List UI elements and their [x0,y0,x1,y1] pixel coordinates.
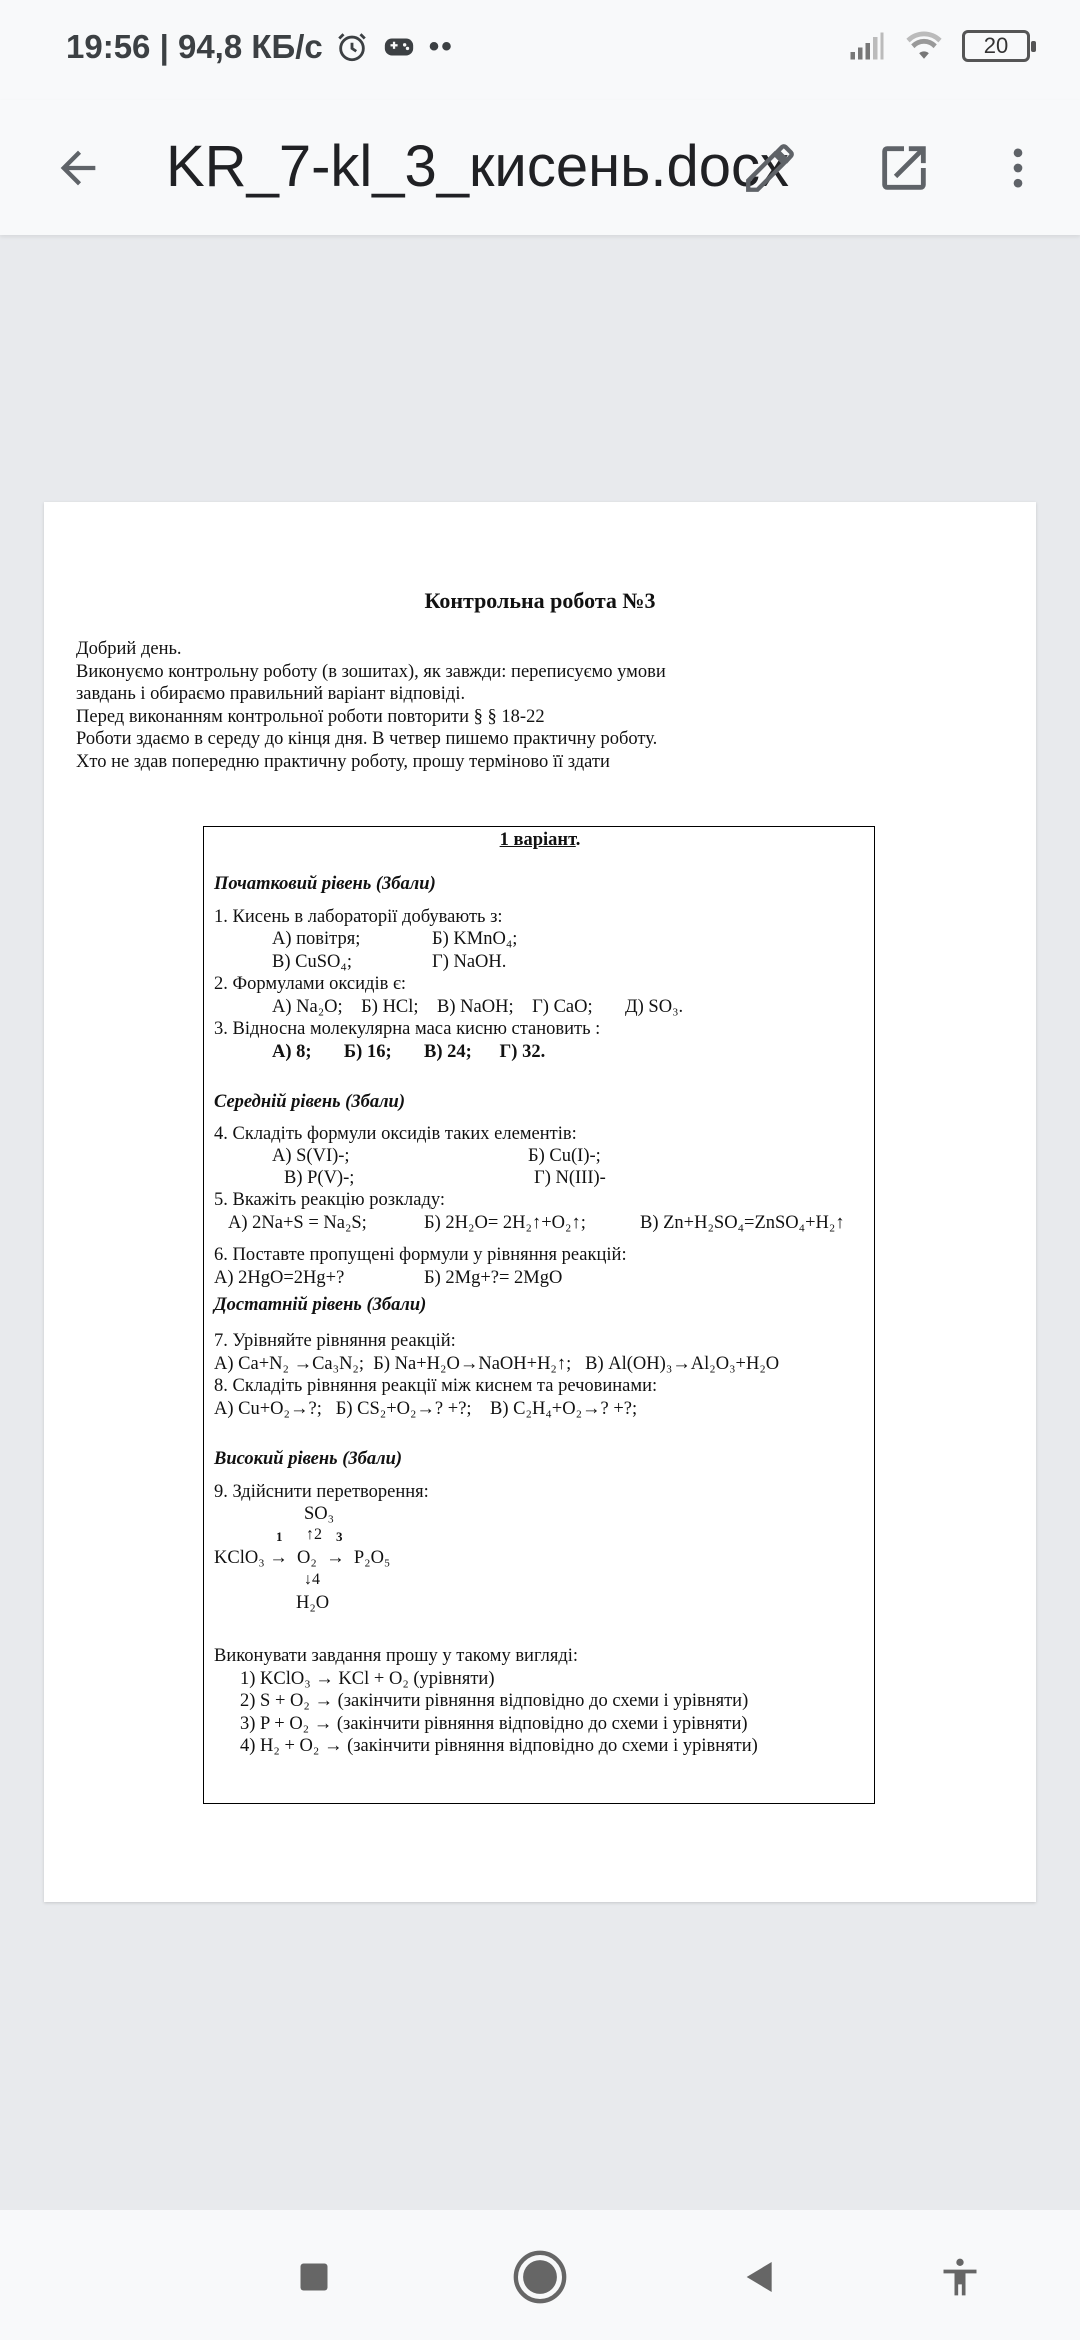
status-left [66,28,454,66]
intro-line: Хто не здав попередню практичну роботу, прошу терміново її здати [76,751,610,772]
question-2: 2. Формулами оксидів є: [214,974,407,994]
instruction-item: 2) S + O₂ → (закінчити рівняння відповідно до схеми і урівняти) [240,1691,749,1711]
intro-line: Перед виконанням контрольної роботи повторити § § 18-22 [76,706,545,727]
level-high: Високий рівень (3бали) [214,1449,403,1469]
scheme-so3: SO₃ [304,1504,335,1524]
question-5: 5. Вкажіть реакцію розкладу: [214,1190,445,1210]
level-middle: Середній рівень (3бали) [214,1092,406,1112]
q7-options: А) Ca+N₂ →Ca₃N₂; Б) Na+H₂O→NaOH+H₂↑; В) Al(OH)₃→Al₂O₃+H₂O [214,1354,780,1374]
home-circle-icon [511,2248,569,2306]
question-6: 6. Поставте пропущені формули у рівняння реакцій: [214,1245,627,1265]
edit-button[interactable] [730,128,810,208]
instructions-title: Виконувати завдання прошу у такому вигляді: [214,1646,579,1666]
level-sufficient: Достатній рівень (3бали) [214,1295,427,1315]
q2-options: А) Na₂O; Б) HCl; В) NaOH; Г) CaO; Д) SO₃. [272,997,684,1017]
variant-box [203,826,875,1804]
instruction-item: 1) KClO₃ → KCl + O₂ (урівняти) [240,1669,495,1689]
scheme-step-3: 3 [336,1529,343,1544]
level-initial: Початковий рівень (3бали) [214,874,436,894]
instruction-item: 3) P + O₂ → (закінчити рівняння відповідно до схеми і урівняти) [240,1714,748,1734]
scheme-step-2: ↑2 [306,1526,322,1543]
document-title: KR_7-kl_3_кисень.docx [166,134,789,199]
doc-heading: Контрольна робота №3 [424,588,656,613]
accessibility-button[interactable] [928,2245,992,2309]
q4-option-a: А) S(VI)-; [272,1146,350,1166]
q4-option-d: Г) N(III)- [534,1168,606,1188]
square-icon [296,2259,332,2295]
back-nav-button[interactable] [728,2245,792,2309]
question-3: 3. Відносна молекулярна маса кисню становить : [214,1019,601,1039]
intro-line: Добрий день. [76,639,182,659]
arrow-back-icon [52,142,104,194]
q5-option-b: Б) 2H₂O= 2H₂↑+O₂↑; [424,1213,586,1233]
accessibility-icon [938,2255,982,2299]
document-page[interactable] [44,502,1036,1902]
alarm-icon [335,30,369,64]
triangle-back-icon [740,2257,780,2297]
q8-options: А) Cu+O₂→?; Б) CS₂+O₂→? +?; В) C₂H₄+O₂→? +?; [214,1399,638,1419]
intro-line: Виконуємо контрольну роботу (в зошитах), як завжди: переписуємо умови [76,661,666,682]
question-7: 7. Урівняйте рівняння реакцій: [214,1331,456,1351]
question-8: 8. Складіть рівняння реакції між киснем та речовинами: [214,1376,658,1396]
instruction-item: 4) H₂ + O₂ → (закінчити рівняння відповідно до схеми і урівняти) [240,1736,758,1756]
status-time: 19:56 | 94,8 КБ/с [66,28,323,65]
q4-option-c: В) P(V)-; [284,1168,355,1188]
q3-options: А) 8; Б) 16; В) 24; Г) 32. [272,1042,546,1062]
battery-icon: 20 [962,30,1030,62]
gamepad-icon [381,30,417,64]
intro-line: завдань і обираємо правильний варіант відповіді. [76,684,466,704]
open-external-button[interactable] [864,128,944,208]
more-notifications-icon: •• [428,30,454,63]
scheme-step-1: 1 [276,1529,283,1544]
intro-line: Роботи здаємо в середу до кінця дня. В четвер пишемо практичну роботу. [76,729,658,749]
question-1: 1. Кисень в лабораторії добувають з: [214,907,503,927]
app-bar [0,100,1080,235]
recents-button[interactable] [282,2245,346,2309]
scheme-step-4: ↓4 [304,1571,320,1588]
intro-paragraph [76,638,976,773]
status-right [848,30,1030,62]
scheme-h2o: H₂O [296,1593,330,1613]
wifi-icon [904,30,944,62]
q1-option-a: А) повітря; [272,929,361,949]
q6-option-b: Б) 2Mg+?= 2MgO [424,1268,563,1288]
variant-heading: 1 варіант. [499,830,581,850]
signal-icon [848,31,886,61]
more-vert-icon [992,142,1044,194]
q6-option-a: А) 2HgO=2Hg+? [214,1268,345,1288]
q5-option-a: А) 2Na+S = Na₂S; [228,1213,367,1233]
question-9: 9. Здійснити перетворення: [214,1482,429,1502]
q4-option-b: Б) Cu(I)-; [528,1146,601,1166]
q1-option-d: Г) NaOH. [432,952,507,972]
q5-option-c: В) Zn+H₂SO₄=ZnSO₄+H₂↑ [640,1213,845,1233]
q1-option-b: Б) KMnO₄; [432,929,518,949]
home-button[interactable] [508,2245,572,2309]
pencil-icon [741,139,799,197]
navigation-bar [0,2210,1080,2340]
q1-option-c: В) CuSO₄; [272,952,352,972]
status-bar [0,0,1080,100]
scheme-main: KClO₃ → O₂ → P₂O₅ [214,1548,391,1568]
more-options-button[interactable] [978,128,1058,208]
question-4: 4. Складіть формули оксидів таких елементів: [214,1124,577,1144]
open-in-new-icon [875,139,933,197]
back-button[interactable] [40,130,116,206]
